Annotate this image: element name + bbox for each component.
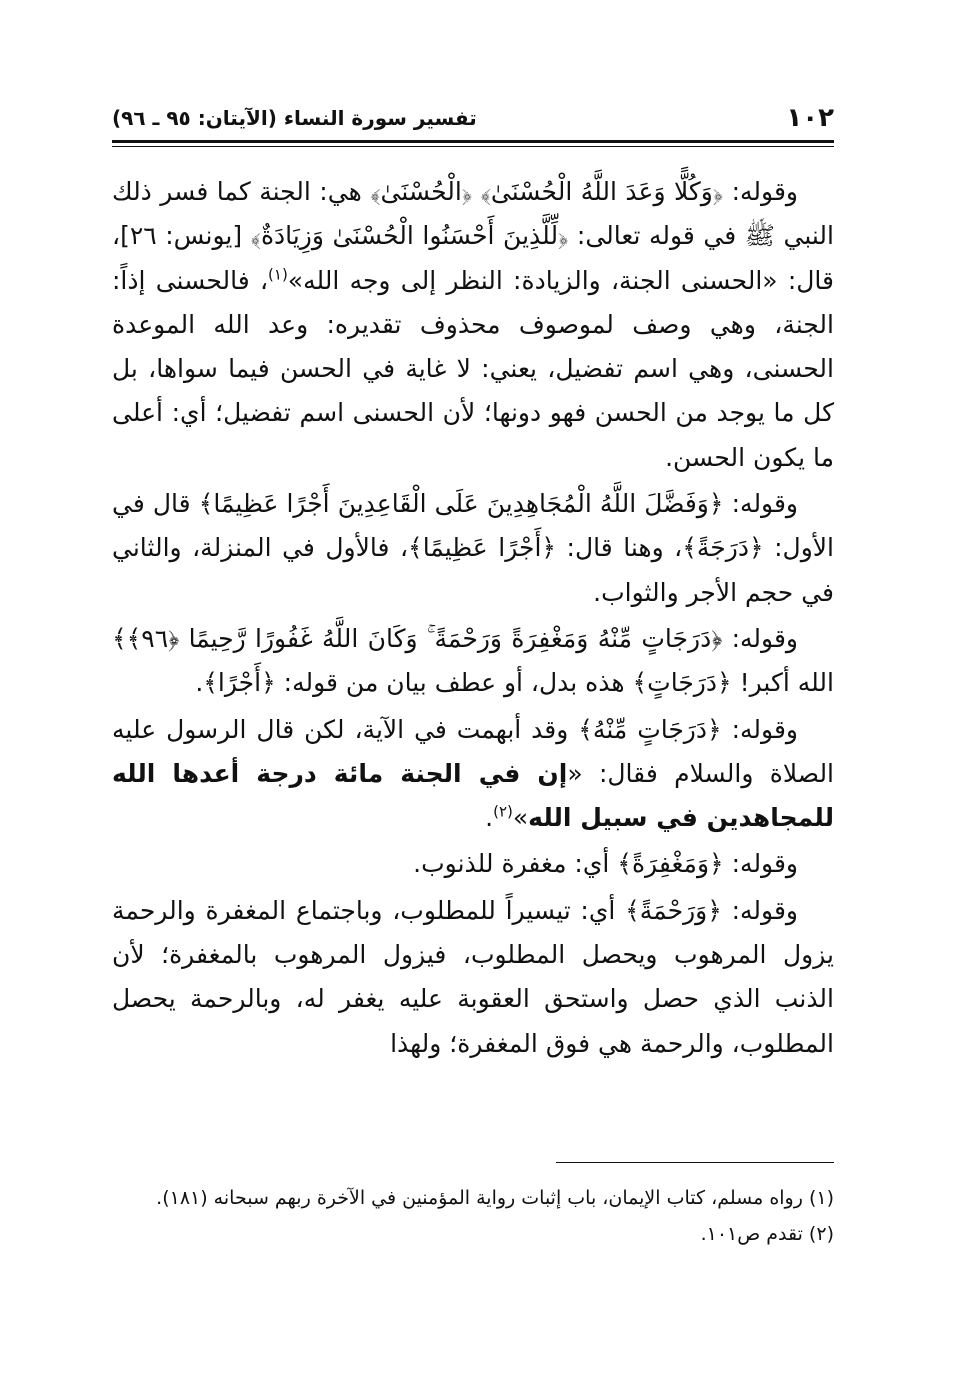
header-rule-thin xyxy=(112,146,834,147)
paragraph-3: وقوله: ﴿دَرَجَاتٍ مِّنْهُ وَمَغْفِرَةً وَرَحْمَةً ۚ وَكَانَ اللَّهُ غَفُورًا رَّحِيمًا ﴿٩٦﴾﴾ الله أكبر! ﴿دَرَجَاتٍ﴾ هذه بدل، أو عطف بيان من قوله: ﴿أَجْرًا﴾. xyxy=(112,623,834,698)
page-number: ١٠٢ xyxy=(786,103,834,133)
running-title: تفسير سورة النساء (الآيتان: ٩٥ ـ ٩٦) xyxy=(112,106,477,130)
paragraph-5: وقوله: ﴿وَمَغْفِرَةً﴾ أي: مغفرة للذنوب. xyxy=(413,849,798,879)
footnote-rule xyxy=(556,1162,834,1163)
paragraph-4-end: . xyxy=(485,803,494,833)
footnote-ref-1: (١) xyxy=(268,265,288,284)
paragraph-6: وقوله: ﴿وَرَحْمَةً﴾ أي: تيسيراً للمطلوب، وباجتماع المغفرة والرحمة يزول المرهوب ويحصل المطلوب، فيزول المرهوب بالمغفرة؛ لأن الذنب الذي حصل واستحق العقوبة عليه يغفر له، وبالرحمة يحصل المطلوب، والرحمة هي فوق المغفرة؛ ولهذا xyxy=(112,895,834,1058)
paragraph-1 xyxy=(112,170,834,480)
paragraph-4-text: وقوله: ﴿دَرَجَاتٍ مِّنْهُ﴾ وقد أبهمت في الآية، لكن قال الرسول عليه الصلاة والسلام فقال: « xyxy=(112,714,835,788)
main-text xyxy=(112,170,834,1068)
page-header xyxy=(112,100,834,136)
paragraph-2: وقوله: ﴿وَفَضَّلَ اللَّهُ الْمُجَاهِدِينَ عَلَى الْقَاعِدِينَ أَجْرًا عَظِيمًا﴾ قال في الأول: ﴿دَرَجَةً﴾، وهنا قال: ﴿أَجْرًا عَظِيمًا﴾، فالأول في المنزلة، والثاني في حجم الأجر والثواب. xyxy=(112,489,834,607)
paragraph-4 xyxy=(112,708,834,841)
footnote-1: (١) رواه مسلم، كتاب الإيمان، باب إثبات رواية المؤمنين في الآخرة ربهم سبحانه (١٨١). xyxy=(156,1187,834,1209)
footnote-ref-2: (٢) xyxy=(493,802,513,821)
quote-close: » xyxy=(512,803,529,833)
paragraph-1-text: وقوله: ﴿وَكُلًّا وَعَدَ اللَّهُ الْحُسْنَىٰ﴾ ﴿الْحُسْنَىٰ﴾ هي: الجنة كما فسر ذلك النبي ﷺ في قوله تعالى: ﴿لِّلَّذِينَ أَحْسَنُوا الْحُسْنَىٰ وَزِيَادَةٌ﴾ [يونس: ٢٦]، قال: «الحسنى الجنة، والزيادة: النظر إلى وجه الله» xyxy=(112,177,834,295)
header-rule-thick xyxy=(112,140,834,143)
footnotes xyxy=(112,1180,834,1252)
footnote-2: (٢) تقدم ص١٠١. xyxy=(700,1223,834,1245)
hadith-quote: إن في الجنة مائة درجة أعدها الله للمجاهدين في سبيل الله xyxy=(112,758,834,833)
paragraph-1-rest: ، فالحسنى إذاً: الجنة، وهي وصف لموصوف محذوف تقديره: وعد الله الموعدة الحسنى، وهي اسم تفضيل، يعني: لا غاية في الحسن فيما سواها، بل كل ما يوجد من الحسن فهو دونها؛ لأن الحسنى اسم تفضيل؛ أي: أعلى ما يكون الحسن. xyxy=(112,265,834,472)
